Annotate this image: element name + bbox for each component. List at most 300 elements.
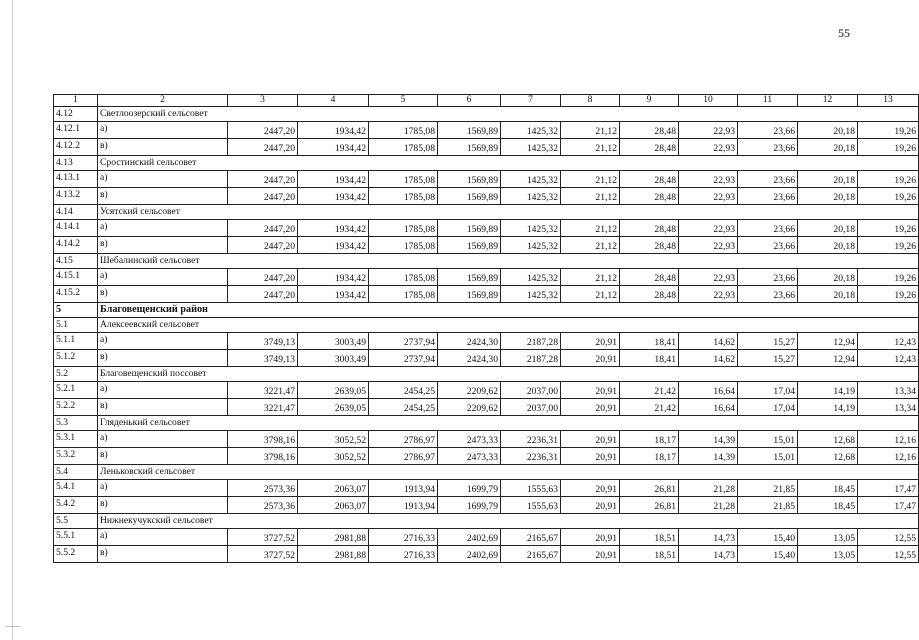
- value-cell: 23,66: [738, 286, 798, 303]
- value-cell: 1934,42: [298, 139, 369, 156]
- row-code: 4.12: [54, 107, 98, 122]
- row-title: Сростинский сельсовет: [98, 156, 919, 171]
- value-cell: 2236,31: [501, 448, 561, 465]
- value-cell: 3003,49: [298, 350, 369, 367]
- value-cell: 2447,20: [228, 139, 298, 156]
- value-cell: 21,12: [561, 269, 620, 286]
- row-subitem: а): [98, 220, 228, 237]
- value-cell: 2037,00: [501, 399, 561, 416]
- value-cell: 1569,89: [438, 122, 501, 139]
- value-cell: 28,48: [620, 188, 679, 205]
- column-number-cell: 6: [438, 95, 501, 107]
- value-cell: 2737,94: [369, 350, 438, 367]
- value-cell: 18,17: [620, 431, 679, 448]
- value-cell: 22,93: [679, 139, 738, 156]
- value-cell: 21,12: [561, 139, 620, 156]
- value-cell: 2447,20: [228, 269, 298, 286]
- row-subitem: в): [98, 139, 228, 156]
- value-cell: 20,18: [798, 220, 858, 237]
- value-cell: 3749,13: [228, 350, 298, 367]
- value-cell: 2447,20: [228, 188, 298, 205]
- value-cell: 22,93: [679, 122, 738, 139]
- value-cell: 2447,20: [228, 286, 298, 303]
- value-cell: 3221,47: [228, 399, 298, 416]
- value-cell: 13,05: [798, 546, 858, 563]
- value-cell: 21,28: [679, 480, 738, 497]
- row-title: Гляденький сельсовет: [98, 416, 919, 431]
- value-cell: 19,26: [858, 171, 919, 188]
- value-cell: 2639,05: [298, 399, 369, 416]
- column-number-cell: 7: [501, 95, 561, 107]
- row-code: 5.2: [54, 367, 98, 382]
- column-number-cell: 13: [858, 95, 919, 107]
- value-cell: 3727,52: [228, 529, 298, 546]
- value-cell: 14,39: [679, 431, 738, 448]
- row-subitem: а): [98, 480, 228, 497]
- value-cell: 12,43: [858, 350, 919, 367]
- row-subitem: а): [98, 122, 228, 139]
- value-cell: 20,18: [798, 286, 858, 303]
- value-cell: 17,04: [738, 399, 798, 416]
- row-title: Благовещенский район: [98, 303, 919, 318]
- value-cell: 20,91: [561, 529, 620, 546]
- value-cell: 19,26: [858, 220, 919, 237]
- value-cell: 14,39: [679, 448, 738, 465]
- row-code: 5.3: [54, 416, 98, 431]
- value-cell: 1785,08: [369, 171, 438, 188]
- row-code: 5.4.2: [54, 497, 98, 514]
- value-cell: 21,42: [620, 382, 679, 399]
- row-code: 4.14.1: [54, 220, 98, 237]
- value-cell: 22,93: [679, 171, 738, 188]
- value-cell: 1934,42: [298, 188, 369, 205]
- value-cell: 14,73: [679, 546, 738, 563]
- value-cell: 20,91: [561, 448, 620, 465]
- row-subitem: а): [98, 382, 228, 399]
- value-cell: 22,93: [679, 220, 738, 237]
- table-row: [54, 286, 919, 303]
- value-cell: 17,47: [858, 497, 919, 514]
- value-cell: 28,48: [620, 139, 679, 156]
- value-cell: 19,26: [858, 269, 919, 286]
- value-cell: 21,12: [561, 220, 620, 237]
- table-row: [54, 399, 919, 416]
- value-cell: 1785,08: [369, 188, 438, 205]
- row-subitem: в): [98, 497, 228, 514]
- value-cell: 1934,42: [298, 286, 369, 303]
- column-number-cell: 3: [228, 95, 298, 107]
- table-row: [54, 448, 919, 465]
- value-cell: 14,62: [679, 350, 738, 367]
- row-subitem: а): [98, 333, 228, 350]
- row-subitem: в): [98, 399, 228, 416]
- value-cell: 2037,00: [501, 382, 561, 399]
- value-cell: 2716,33: [369, 546, 438, 563]
- table-row: [54, 529, 919, 546]
- value-cell: 3798,16: [228, 448, 298, 465]
- value-cell: 12,94: [798, 333, 858, 350]
- row-subitem: а): [98, 431, 228, 448]
- value-cell: 2447,20: [228, 220, 298, 237]
- value-cell: 23,66: [738, 237, 798, 254]
- value-cell: 28,48: [620, 220, 679, 237]
- column-number-cell: 11: [738, 95, 798, 107]
- value-cell: 16,64: [679, 382, 738, 399]
- value-cell: 19,26: [858, 122, 919, 139]
- value-cell: 1934,42: [298, 220, 369, 237]
- value-cell: 14,62: [679, 333, 738, 350]
- value-cell: 1425,32: [501, 171, 561, 188]
- value-cell: 14,19: [798, 399, 858, 416]
- row-code: 4.15: [54, 254, 98, 269]
- value-cell: 1699,79: [438, 480, 501, 497]
- value-cell: 2981,88: [298, 529, 369, 546]
- value-cell: 1425,32: [501, 237, 561, 254]
- value-cell: 17,47: [858, 480, 919, 497]
- value-cell: 18,45: [798, 480, 858, 497]
- value-cell: 1785,08: [369, 122, 438, 139]
- column-number-cell: 8: [561, 95, 620, 107]
- value-cell: 18,51: [620, 529, 679, 546]
- value-cell: 14,73: [679, 529, 738, 546]
- value-cell: 2473,33: [438, 431, 501, 448]
- row-title: Нижнекучукский сельсовет: [98, 514, 919, 529]
- value-cell: 28,48: [620, 237, 679, 254]
- value-cell: 3798,16: [228, 431, 298, 448]
- value-cell: 2639,05: [298, 382, 369, 399]
- value-cell: 1934,42: [298, 269, 369, 286]
- scan-edge-mark: [6, 626, 20, 627]
- value-cell: 21,42: [620, 399, 679, 416]
- row-subitem: а): [98, 171, 228, 188]
- value-cell: 19,26: [858, 237, 919, 254]
- row-code: 5.5: [54, 514, 98, 529]
- row-code: 5.2.1: [54, 382, 98, 399]
- value-cell: 1569,89: [438, 220, 501, 237]
- value-cell: 2165,67: [501, 546, 561, 563]
- value-cell: 1785,08: [369, 286, 438, 303]
- column-number-cell: 12: [798, 95, 858, 107]
- value-cell: 22,93: [679, 188, 738, 205]
- value-cell: 22,93: [679, 269, 738, 286]
- value-cell: 23,66: [738, 220, 798, 237]
- value-cell: 26,81: [620, 497, 679, 514]
- value-cell: 3727,52: [228, 546, 298, 563]
- value-cell: 2786,97: [369, 431, 438, 448]
- value-cell: 20,18: [798, 237, 858, 254]
- value-cell: 2424,30: [438, 350, 501, 367]
- row-code: 4.15.2: [54, 286, 98, 303]
- value-cell: 2981,88: [298, 546, 369, 563]
- value-cell: 2454,25: [369, 399, 438, 416]
- value-cell: 21,28: [679, 497, 738, 514]
- value-cell: 19,26: [858, 188, 919, 205]
- settlement-row: [54, 254, 919, 269]
- value-cell: 22,93: [679, 286, 738, 303]
- value-cell: 23,66: [738, 171, 798, 188]
- table-row: [54, 382, 919, 399]
- value-cell: 1934,42: [298, 171, 369, 188]
- table-row: [54, 497, 919, 514]
- value-cell: 21,12: [561, 237, 620, 254]
- value-cell: 1555,63: [501, 480, 561, 497]
- row-code: 5.3.1: [54, 431, 98, 448]
- value-cell: 13,05: [798, 529, 858, 546]
- value-cell: 2454,25: [369, 382, 438, 399]
- value-cell: 1785,08: [369, 237, 438, 254]
- table-row: [54, 237, 919, 254]
- value-cell: 13,34: [858, 399, 919, 416]
- settlement-row: [54, 465, 919, 480]
- settlement-row: [54, 514, 919, 529]
- value-cell: 1785,08: [369, 139, 438, 156]
- settlement-row: [54, 367, 919, 382]
- row-code: 5.5.2: [54, 546, 98, 563]
- value-cell: 2187,28: [501, 350, 561, 367]
- column-number-row: [54, 95, 919, 107]
- value-cell: 20,91: [561, 546, 620, 563]
- value-cell: 20,18: [798, 269, 858, 286]
- value-cell: 1934,42: [298, 237, 369, 254]
- value-cell: 1569,89: [438, 237, 501, 254]
- row-code: 5.5.1: [54, 529, 98, 546]
- settlement-row: [54, 318, 919, 333]
- row-subitem: в): [98, 546, 228, 563]
- row-title: Леньковский сельсовет: [98, 465, 919, 480]
- row-subitem: в): [98, 237, 228, 254]
- value-cell: 1555,63: [501, 497, 561, 514]
- table-body: [54, 95, 919, 563]
- table-row: [54, 188, 919, 205]
- value-cell: 13,34: [858, 382, 919, 399]
- value-cell: 20,18: [798, 122, 858, 139]
- value-cell: 19,26: [858, 286, 919, 303]
- value-cell: 1785,08: [369, 220, 438, 237]
- value-cell: 1569,89: [438, 171, 501, 188]
- value-cell: 20,91: [561, 431, 620, 448]
- row-code: 5.1.2: [54, 350, 98, 367]
- row-code: 5.4.1: [54, 480, 98, 497]
- row-title: Шебалинский сельсовет: [98, 254, 919, 269]
- row-subitem: в): [98, 350, 228, 367]
- settlement-row: [54, 156, 919, 171]
- value-cell: 1569,89: [438, 188, 501, 205]
- value-cell: 1425,32: [501, 188, 561, 205]
- value-cell: 3052,52: [298, 431, 369, 448]
- value-cell: 3749,13: [228, 333, 298, 350]
- value-cell: 20,91: [561, 333, 620, 350]
- value-cell: 12,16: [858, 431, 919, 448]
- value-cell: 20,91: [561, 350, 620, 367]
- value-cell: 21,12: [561, 286, 620, 303]
- value-cell: 2063,07: [298, 480, 369, 497]
- value-cell: 2402,69: [438, 546, 501, 563]
- row-code: 4.14: [54, 205, 98, 220]
- value-cell: 2063,07: [298, 497, 369, 514]
- value-cell: 1569,89: [438, 286, 501, 303]
- value-cell: 1425,32: [501, 139, 561, 156]
- column-number-cell: 5: [369, 95, 438, 107]
- value-cell: 20,91: [561, 480, 620, 497]
- value-cell: 3052,52: [298, 448, 369, 465]
- value-cell: 12,43: [858, 333, 919, 350]
- value-cell: 14,19: [798, 382, 858, 399]
- row-title: Алексеевский сельсовет: [98, 318, 919, 333]
- value-cell: 28,48: [620, 269, 679, 286]
- value-cell: 20,18: [798, 139, 858, 156]
- table-row: [54, 220, 919, 237]
- value-cell: 22,93: [679, 237, 738, 254]
- value-cell: 1699,79: [438, 497, 501, 514]
- table-row: [54, 350, 919, 367]
- value-cell: 12,55: [858, 546, 919, 563]
- value-cell: 20,91: [561, 382, 620, 399]
- row-subitem: в): [98, 448, 228, 465]
- value-cell: 1569,89: [438, 269, 501, 286]
- row-subitem: в): [98, 286, 228, 303]
- value-cell: 2447,20: [228, 171, 298, 188]
- settlement-row: [54, 107, 919, 122]
- row-title: Усятский сельсовет: [98, 205, 919, 220]
- value-cell: 28,48: [620, 122, 679, 139]
- row-code: 5: [54, 303, 98, 318]
- value-cell: 1913,94: [369, 480, 438, 497]
- value-cell: 1785,08: [369, 269, 438, 286]
- value-cell: 15,01: [738, 431, 798, 448]
- value-cell: 2716,33: [369, 529, 438, 546]
- value-cell: 17,04: [738, 382, 798, 399]
- column-number-cell: 2: [98, 95, 228, 107]
- value-cell: 12,16: [858, 448, 919, 465]
- table-row: [54, 546, 919, 563]
- value-cell: 1569,89: [438, 139, 501, 156]
- value-cell: 21,85: [738, 480, 798, 497]
- row-title: Благовещенский поссовет: [98, 367, 919, 382]
- value-cell: 15,40: [738, 529, 798, 546]
- value-cell: 28,48: [620, 286, 679, 303]
- table-row: [54, 333, 919, 350]
- table-row: [54, 122, 919, 139]
- row-subitem: а): [98, 529, 228, 546]
- value-cell: 21,85: [738, 497, 798, 514]
- table-row: [54, 431, 919, 448]
- row-code: 4.14.2: [54, 237, 98, 254]
- row-code: 5.1.1: [54, 333, 98, 350]
- value-cell: 2209,62: [438, 399, 501, 416]
- value-cell: 12,94: [798, 350, 858, 367]
- value-cell: 1913,94: [369, 497, 438, 514]
- value-cell: 20,91: [561, 399, 620, 416]
- table-row: [54, 171, 919, 188]
- table-row: [54, 480, 919, 497]
- value-cell: 12,55: [858, 529, 919, 546]
- value-cell: 2187,28: [501, 333, 561, 350]
- value-cell: 2573,36: [228, 497, 298, 514]
- row-subitem: а): [98, 269, 228, 286]
- row-code: 5.2.2: [54, 399, 98, 416]
- row-code: 4.13.2: [54, 188, 98, 205]
- value-cell: 15,01: [738, 448, 798, 465]
- value-cell: 2447,20: [228, 122, 298, 139]
- table-row: [54, 139, 919, 156]
- row-code: 4.12.1: [54, 122, 98, 139]
- value-cell: 20,91: [561, 497, 620, 514]
- scan-left-edge: [12, 0, 13, 640]
- value-cell: 2573,36: [228, 480, 298, 497]
- value-cell: 2209,62: [438, 382, 501, 399]
- value-cell: 19,26: [858, 139, 919, 156]
- value-cell: 2473,33: [438, 448, 501, 465]
- value-cell: 2424,30: [438, 333, 501, 350]
- value-cell: 21,12: [561, 122, 620, 139]
- column-number-cell: 4: [298, 95, 369, 107]
- value-cell: 16,64: [679, 399, 738, 416]
- row-title: Светлоозерский сельсовет: [98, 107, 919, 122]
- value-cell: 15,40: [738, 546, 798, 563]
- value-cell: 28,48: [620, 171, 679, 188]
- value-cell: 18,41: [620, 333, 679, 350]
- value-cell: 21,12: [561, 171, 620, 188]
- value-cell: 2236,31: [501, 431, 561, 448]
- district-row: [54, 303, 919, 318]
- value-cell: 18,45: [798, 497, 858, 514]
- value-cell: 21,12: [561, 188, 620, 205]
- settlement-row: [54, 205, 919, 220]
- row-code: 4.15.1: [54, 269, 98, 286]
- value-cell: 15,27: [738, 333, 798, 350]
- value-cell: 2737,94: [369, 333, 438, 350]
- settlement-row: [54, 416, 919, 431]
- page-number: 55: [838, 26, 850, 40]
- row-subitem: в): [98, 188, 228, 205]
- value-cell: 23,66: [738, 269, 798, 286]
- value-cell: 1425,32: [501, 269, 561, 286]
- value-cell: 26,81: [620, 480, 679, 497]
- value-cell: 18,41: [620, 350, 679, 367]
- value-cell: 23,66: [738, 122, 798, 139]
- value-cell: 15,27: [738, 350, 798, 367]
- value-cell: 3221,47: [228, 382, 298, 399]
- value-cell: 2402,69: [438, 529, 501, 546]
- value-cell: 23,66: [738, 139, 798, 156]
- value-cell: 12,68: [798, 431, 858, 448]
- row-code: 4.12.2: [54, 139, 98, 156]
- value-cell: 12,68: [798, 448, 858, 465]
- value-cell: 1425,32: [501, 122, 561, 139]
- row-code: 4.13.1: [54, 171, 98, 188]
- column-number-cell: 9: [620, 95, 679, 107]
- value-cell: 20,18: [798, 171, 858, 188]
- row-code: 5.1: [54, 318, 98, 333]
- column-number-cell: 10: [679, 95, 738, 107]
- value-cell: 23,66: [738, 188, 798, 205]
- value-cell: 1425,32: [501, 286, 561, 303]
- value-cell: 1934,42: [298, 122, 369, 139]
- column-number-cell: 1: [54, 95, 98, 107]
- value-cell: 1425,32: [501, 220, 561, 237]
- value-cell: 3003,49: [298, 333, 369, 350]
- row-code: 5.4: [54, 465, 98, 480]
- value-cell: 18,51: [620, 546, 679, 563]
- row-code: 5.3.2: [54, 448, 98, 465]
- value-cell: 18,17: [620, 448, 679, 465]
- value-cell: 2786,97: [369, 448, 438, 465]
- value-cell: 2165,67: [501, 529, 561, 546]
- value-cell: 20,18: [798, 188, 858, 205]
- row-code: 4.13: [54, 156, 98, 171]
- table-row: [54, 269, 919, 286]
- value-cell: 2447,20: [228, 237, 298, 254]
